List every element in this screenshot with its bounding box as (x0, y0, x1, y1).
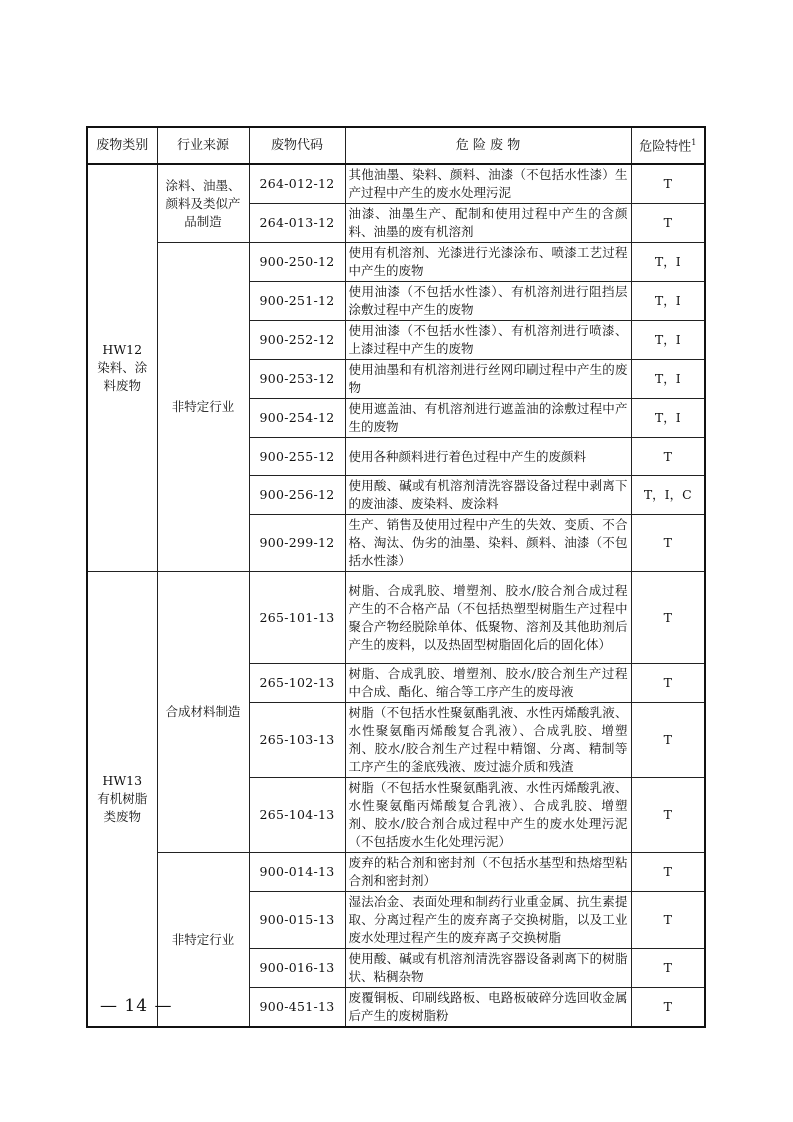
waste-code-cell: 265-101-13 (249, 572, 345, 664)
table-row (87, 572, 705, 664)
waste-code-cell: 900-451-13 (249, 988, 345, 1028)
waste-code-cell: 900-251-12 (249, 282, 345, 321)
hazard-property-cell: T，I (631, 243, 705, 282)
hazard-property-cell: T (631, 164, 705, 204)
hazard-property-cell: T (631, 572, 705, 664)
industry-source-cell: 合成材料制造 (157, 572, 249, 853)
waste-description-cell: 使用油漆（不包括水性漆）、有机溶剂进行喷漆、上漆过程中产生的废物 (345, 321, 631, 360)
waste-description-cell: 使用酸、碱或有机溶剂清洗容器设备过程中剥离下的废油漆、废染料、废涂料 (345, 476, 631, 515)
table-row (87, 164, 705, 204)
hazard-property-cell: T (631, 703, 705, 778)
table-row (87, 243, 705, 282)
waste-code-cell: 264-012-12 (249, 164, 345, 204)
hazard-property-cell: T (631, 515, 705, 572)
waste-code-cell: 900-250-12 (249, 243, 345, 282)
waste-description-cell: 树脂（不包括水性聚氨酯乳液、水性丙烯酸乳液、水性聚氨酯丙烯酸复合乳液）、合成乳胶、增塑剂、胶水/胶合剂生产过程中精馏、分离、精制等工序产生的釜底残液、废过滤介质和残渣 (345, 703, 631, 778)
industry-source-cell: 非特定行业 (157, 853, 249, 1028)
hazard-property-cell: T (631, 949, 705, 988)
hazard-property-cell: T，I (631, 399, 705, 438)
hazard-property-cell: T，I (631, 282, 705, 321)
waste-code-cell: 900-016-13 (249, 949, 345, 988)
hazard-property-cell: T (631, 988, 705, 1028)
waste-description-cell: 其他油墨、染料、颜料、油漆（不包括水性漆）生产过程中产生的废水处理污泥 (345, 164, 631, 204)
waste-code-cell: 900-256-12 (249, 476, 345, 515)
waste-code-cell: 264-013-12 (249, 204, 345, 243)
page-number: — 14 — (100, 996, 173, 1016)
waste-code-cell: 265-102-13 (249, 664, 345, 703)
header-industry: 行业来源 (157, 127, 249, 164)
waste-code-cell: 265-104-13 (249, 778, 345, 853)
hazard-property-cell: T (631, 664, 705, 703)
waste-description-cell: 使用油墨和有机溶剂进行丝网印刷过程中产生的废物 (345, 360, 631, 399)
waste-description-cell: 湿法冶金、表面处理和制药行业重金属、抗生素提取、分离过程产生的废弃离子交换树脂，以及工业废水处理过程产生的废弃离子交换树脂 (345, 892, 631, 949)
waste-code-cell: 900-015-13 (249, 892, 345, 949)
waste-code-cell: 265-103-13 (249, 703, 345, 778)
waste-description-cell: 使用油漆（不包括水性漆）、有机溶剂进行阻挡层涂敷过程中产生的废物 (345, 282, 631, 321)
table-header-row (87, 127, 705, 164)
hazard-property-cell: T (631, 853, 705, 892)
waste-code-cell: 900-299-12 (249, 515, 345, 572)
waste-description-cell: 树脂、合成乳胶、增塑剂、胶水/胶合剂合成过程产生的不合格产品（不包括热塑型树脂生产过程中聚合产物经脱除单体、低聚物、溶剂及其他助剂后产生的废料，以及热固型树脂固化后的固化体） (345, 572, 631, 664)
hazard-property-cell: T (631, 892, 705, 949)
waste-code-cell: 900-255-12 (249, 438, 345, 476)
waste-code-cell: 900-253-12 (249, 360, 345, 399)
hazard-property-cell: T，I，C (631, 476, 705, 515)
waste-category-cell: HW12 染料、涂 料废物 (87, 164, 157, 572)
industry-source-cell: 涂料、油墨、 颜料及类似产 品制造 (157, 164, 249, 243)
industry-source-cell: 非特定行业 (157, 243, 249, 572)
waste-description-cell: 使用有机溶剂、光漆进行光漆涂布、喷漆工艺过程中产生的废物 (345, 243, 631, 282)
waste-category-cell: HW13 有机树脂 类废物 (87, 572, 157, 1028)
header-hazard-footnote: 1 (691, 138, 697, 148)
hazardous-waste-table (86, 126, 706, 1028)
waste-description-cell: 使用酸、碱或有机溶剂清洗容器设备剥离下的树脂状、粘稠杂物 (345, 949, 631, 988)
waste-code-cell: 900-014-13 (249, 853, 345, 892)
header-code: 废物代码 (249, 127, 345, 164)
hazard-property-cell: T，I (631, 321, 705, 360)
waste-description-cell: 树脂、合成乳胶、增塑剂、胶水/胶合剂生产过程中合成、酯化、缩合等工序产生的废母液 (345, 664, 631, 703)
header-category: 废物类别 (87, 127, 157, 164)
header-hazard (631, 127, 705, 164)
hazard-property-cell: T (631, 778, 705, 853)
header-hazard-label: 危险特性 (639, 139, 692, 155)
waste-description-cell: 生产、销售及使用过程中产生的失效、变质、不合格、淘汰、伪劣的油墨、染料、颜料、油漆（不包括水性漆） (345, 515, 631, 572)
waste-description-cell: 使用各种颜料进行着色过程中产生的废颜料 (345, 438, 631, 476)
hazard-property-cell: T (631, 204, 705, 243)
table-row (87, 853, 705, 892)
header-waste: 危 险 废 物 (345, 127, 631, 164)
hazard-property-cell: T (631, 438, 705, 476)
waste-description-cell: 废弃的粘合剂和密封剂（不包括水基型和热熔型粘合剂和密封剂） (345, 853, 631, 892)
waste-description-cell: 油漆、油墨生产、配制和使用过程中产生的含颜料、油墨的废有机溶剂 (345, 204, 631, 243)
waste-description-cell: 废覆铜板、印刷线路板、电路板破碎分选回收金属后产生的废树脂粉 (345, 988, 631, 1028)
waste-description-cell: 使用遮盖油、有机溶剂进行遮盖油的涂敷过程中产生的废物 (345, 399, 631, 438)
waste-code-cell: 900-254-12 (249, 399, 345, 438)
table-body (87, 164, 705, 1027)
waste-description-cell: 树脂（不包括水性聚氨酯乳液、水性丙烯酸乳液、水性聚氨酯丙烯酸复合乳液）、合成乳胶、增塑剂、胶水/胶合剂合成过程中产生的废水处理污泥（不包括废水生化处理污泥） (345, 778, 631, 853)
waste-code-cell: 900-252-12 (249, 321, 345, 360)
hazard-property-cell: T，I (631, 360, 705, 399)
